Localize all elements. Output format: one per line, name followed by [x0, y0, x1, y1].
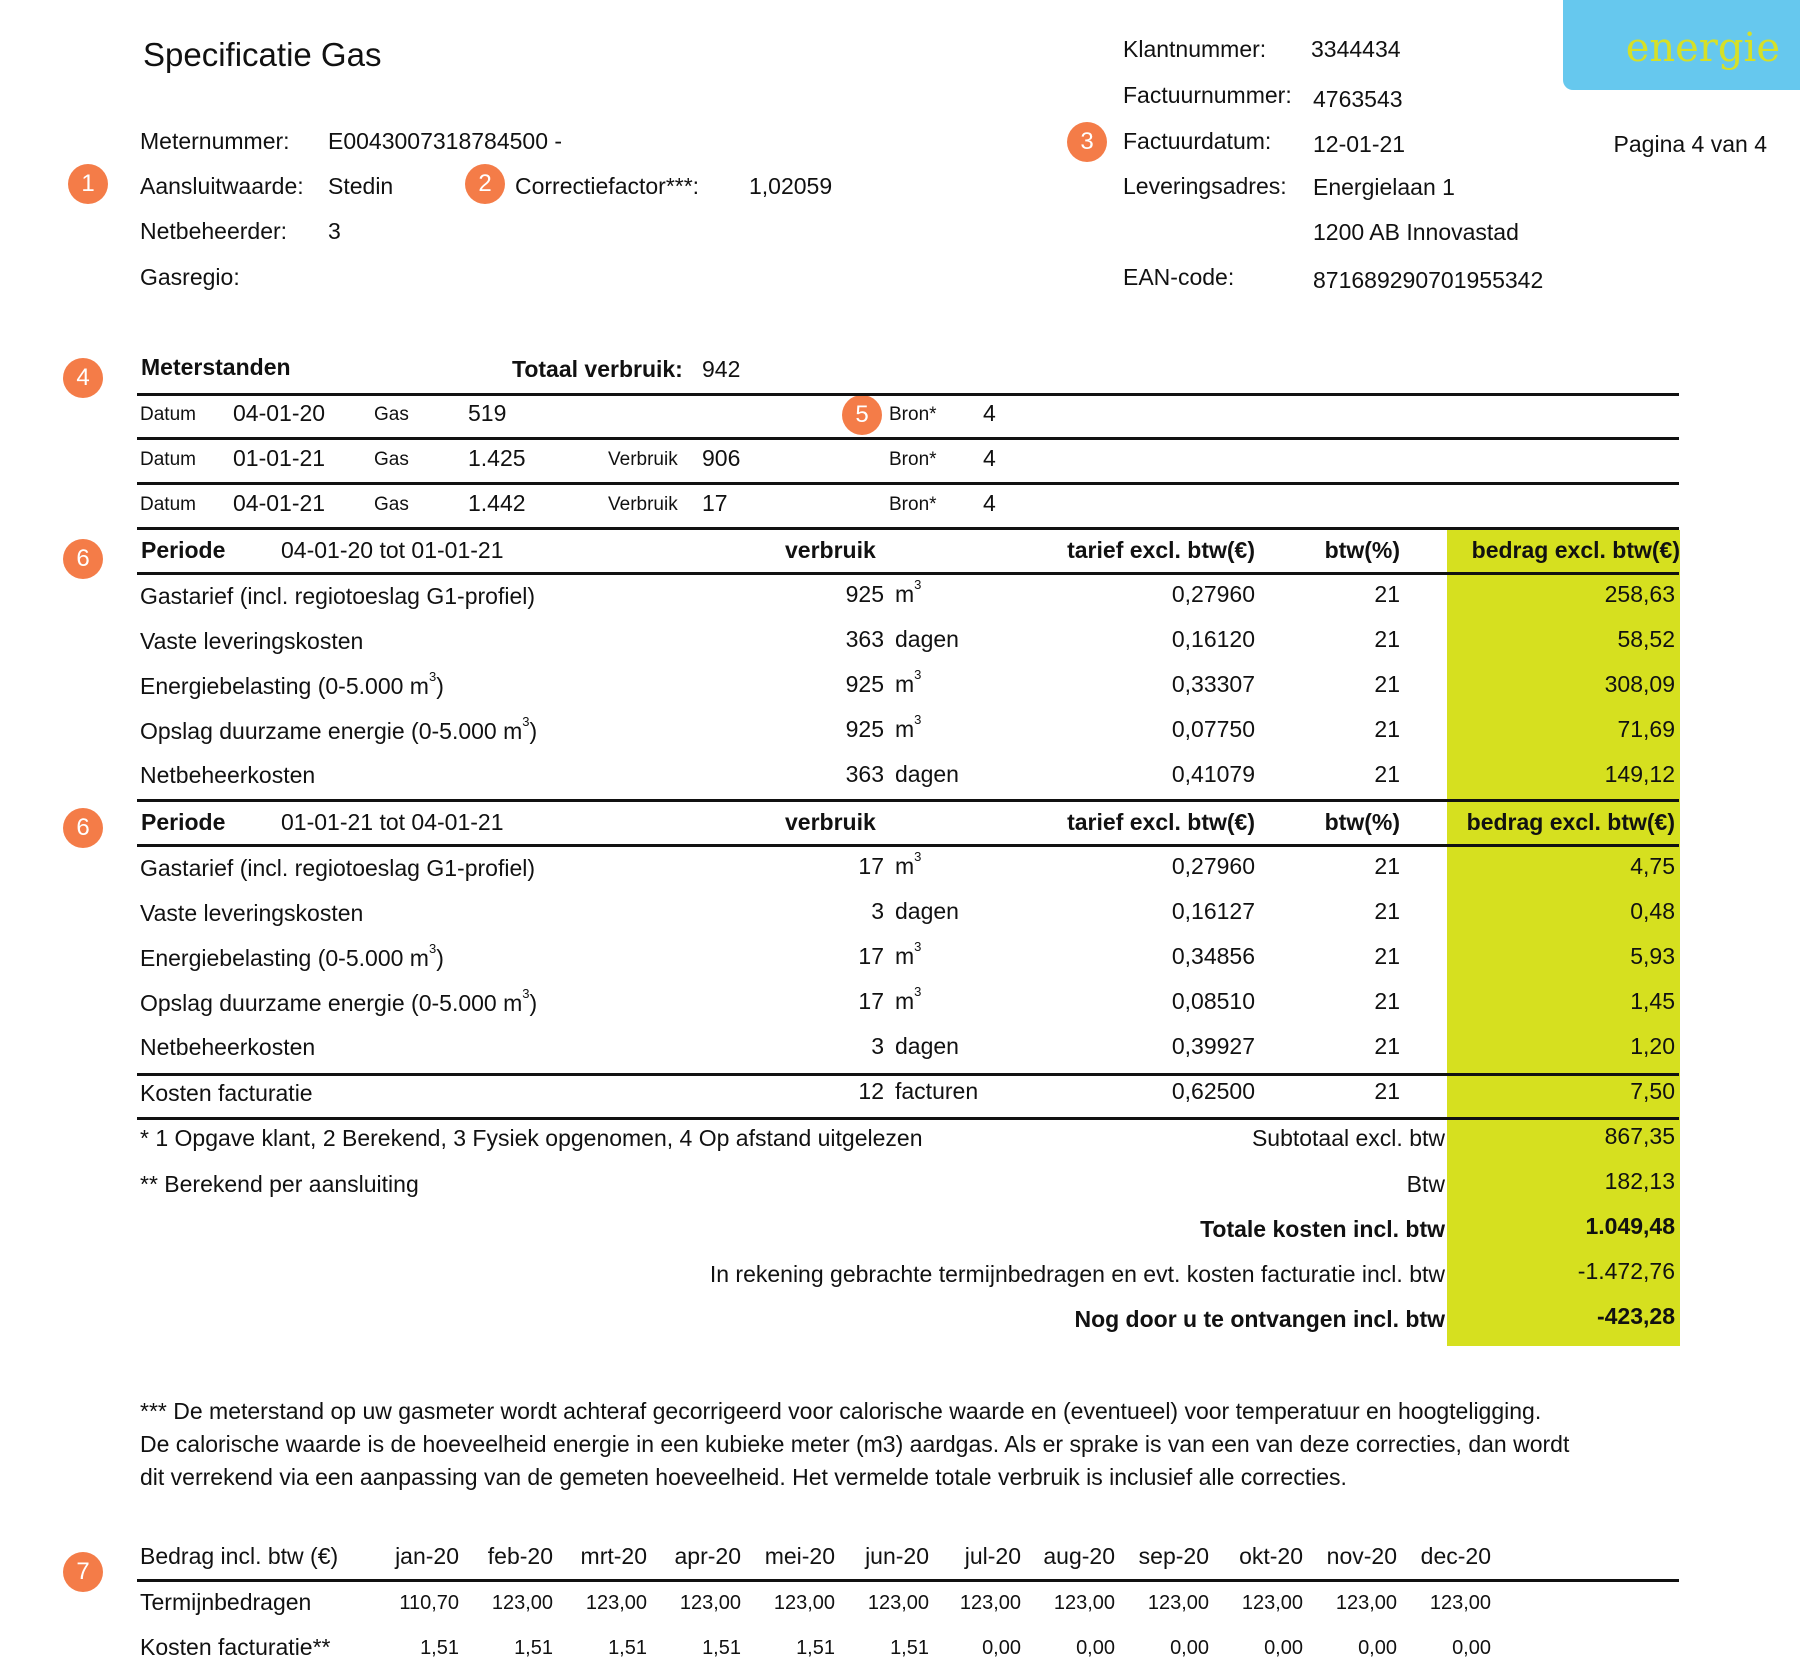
adres-line-2: 1200 AB Innovastad [1313, 219, 1519, 245]
month-header: jun-20 [865, 1543, 929, 1569]
line-item-tarief: 0,33307 [1171, 671, 1255, 697]
monthly-cell: 0,00 [982, 1637, 1021, 1659]
line-item-bedrag: 149,12 [1604, 761, 1675, 787]
bedrag-header: bedrag excl. btw(€) [1471, 537, 1680, 563]
ean-value: 871689290701955342 [1313, 267, 1544, 293]
line-item-desc: Vaste leveringskosten [140, 900, 364, 926]
period-header-divider [137, 844, 1679, 847]
bron-footnote: * 1 Opgave klant, 2 Berekend, 3 Fysiek opgenomen, 4 Op afstand uitgelezen [140, 1125, 923, 1151]
meterstand-verbruik: 906 [702, 445, 741, 471]
line-item-unit: dagen [895, 626, 959, 652]
aansluiting-footnote: ** Berekend per aansluiting [140, 1171, 419, 1197]
meterstand-gas: 1.425 [468, 445, 526, 471]
period-header-divider [137, 572, 1679, 575]
totaal-verbruik-value: 942 [702, 356, 741, 382]
desc-superscript: 3 [428, 941, 437, 956]
callout-badge-4: 4 [63, 358, 103, 398]
btw-total-value: 182,13 [1604, 1168, 1675, 1194]
ean-label: EAN-code: [1123, 264, 1235, 290]
monthly-cell: 1,51 [702, 1637, 741, 1659]
klantnummer-value: 3344434 [1311, 36, 1401, 62]
nog-te-ontvangen-label: Nog door u te ontvangen incl. btw [1074, 1306, 1445, 1332]
line-item-bedrag: 1,45 [1630, 988, 1675, 1014]
meterstand-bron: 4 [983, 400, 996, 426]
datum-label: Datum [140, 404, 196, 425]
line-item-qty: 17 [858, 988, 884, 1014]
facturatie-tarief: 0,62500 [1171, 1078, 1255, 1104]
line-item-tarief: 0,16127 [1171, 898, 1255, 924]
facturatie-divider [137, 1073, 1679, 1076]
meterstanden-divider [137, 482, 1679, 485]
line-item-btw: 21 [1374, 716, 1400, 742]
gas-label: Gas [374, 404, 409, 425]
monthly-cell: 123,00 [1053, 1592, 1115, 1614]
monthly-cell: 123,00 [1241, 1592, 1303, 1614]
desc-close: ) [436, 945, 444, 971]
meterstand-bron: 4 [983, 490, 996, 516]
month-header: jan-20 [395, 1543, 459, 1569]
termijnbedragen-label: In rekening gebrachte termijnbedragen en evt. kosten facturatie incl. btw [709, 1261, 1445, 1287]
meterstand-bron: 4 [983, 445, 996, 471]
meterstanden-divider [137, 437, 1679, 440]
line-item-tarief: 0,39927 [1171, 1033, 1255, 1059]
line-item-tarief: 0,27960 [1171, 853, 1255, 879]
line-item-unit: dagen [895, 898, 959, 924]
line-item-bedrag: 258,63 [1604, 581, 1675, 607]
gasregio-label: Gasregio: [140, 264, 240, 290]
line-item-bedrag: 308,09 [1604, 671, 1675, 697]
monthly-cell: 110,70 [399, 1592, 459, 1614]
monthly-cell: 1,51 [890, 1637, 929, 1659]
line-item-bedrag: 4,75 [1630, 853, 1675, 879]
page-number: Pagina 4 van 4 [1613, 131, 1767, 157]
verbruik-header: verbruik [785, 809, 876, 835]
line-item-tarief: 0,07750 [1171, 716, 1255, 742]
totale-kosten-value: 1.049,48 [1585, 1213, 1675, 1239]
klantnummer-label: Klantnummer: [1123, 36, 1267, 62]
unit-superscript: 3 [914, 984, 922, 999]
line-item-qty: 17 [858, 853, 884, 879]
btw-header: btw(%) [1324, 809, 1400, 835]
monthly-cell: 0,00 [1264, 1637, 1303, 1659]
line-item-qty: 363 [845, 761, 884, 787]
monthly-divider [137, 1579, 1679, 1582]
period-divider [137, 799, 1679, 802]
meterstand-datum: 04-01-21 [233, 490, 326, 516]
line-item-bedrag: 58,52 [1617, 626, 1675, 652]
factuurnummer-value: 4763543 [1313, 86, 1403, 112]
line-item-unit: dagen [895, 1033, 959, 1059]
aansluitwaarde-value: Stedin [328, 173, 394, 199]
facturatie-btw: 21 [1374, 1078, 1400, 1104]
verbruik-header: verbruik [785, 537, 876, 563]
callout-badge-6b: 6 [63, 808, 103, 848]
meterstand-verbruik: 17 [702, 490, 728, 516]
correctie-note-line: dit verrekend via een aanpassing van de gemeten hoeveelheid. Het vermelde totale verbruik is inclusief alle correcties. [140, 1464, 1347, 1490]
monthly-row-label: Kosten facturatie** [140, 1634, 331, 1660]
adres-line-1: Energielaan 1 [1313, 174, 1455, 200]
line-item-tarief: 0,27960 [1171, 581, 1255, 607]
periode-range: 01-01-21 tot 04-01-21 [281, 809, 504, 835]
period-divider [137, 527, 1679, 530]
line-item-unit: m [895, 671, 915, 697]
monthly-cell: 123,00 [1335, 1592, 1397, 1614]
line-item-desc: Energiebelasting (0-5.000 m [140, 673, 429, 699]
periode-label: Periode [141, 537, 226, 563]
line-item-desc: Gastarief (incl. regiotoeslag G1-profiel) [140, 583, 535, 609]
monthly-cell: 123,00 [959, 1592, 1021, 1614]
btw-total-label: Btw [1406, 1171, 1445, 1197]
callout-badge-7: 7 [63, 1552, 103, 1592]
meterstanden-divider-top [137, 393, 1679, 396]
line-item-btw: 21 [1374, 626, 1400, 652]
facturatie-qty: 12 [858, 1078, 884, 1104]
unit-superscript: 3 [914, 577, 922, 592]
line-item-bedrag: 71,69 [1617, 716, 1675, 742]
netbeheerder-label: Netbeheerder: [140, 218, 288, 244]
gas-label: Gas [374, 494, 409, 515]
line-item-qty: 17 [858, 943, 884, 969]
correctiefactor-label: Correctiefactor***: [515, 173, 700, 199]
subtotaal-value: 867,35 [1604, 1123, 1675, 1149]
line-item-desc: Netbeheerkosten [140, 762, 316, 788]
meternummer-value: E0043007318784500 - [328, 128, 563, 154]
page-title: Specificatie Gas [143, 36, 382, 73]
line-item-qty: 925 [845, 671, 884, 697]
line-item-unit: m [895, 853, 915, 879]
desc-superscript: 3 [522, 714, 530, 729]
leveringsadres-label: Leveringsadres: [1123, 173, 1287, 199]
month-header: apr-20 [674, 1543, 741, 1569]
line-item-unit: m [895, 988, 915, 1014]
meterstand-datum: 04-01-20 [233, 400, 326, 426]
line-item-desc: Opslag duurzame energie (0-5.000 m [140, 990, 523, 1016]
bron-label: Bron* [889, 449, 937, 470]
line-item-tarief: 0,16120 [1171, 626, 1255, 652]
line-item-desc: Netbeheerkosten [140, 1034, 316, 1060]
line-item-btw: 21 [1374, 1033, 1400, 1059]
datum-label: Datum [140, 449, 196, 470]
netbeheerder-value: 3 [328, 218, 341, 244]
periode-label: Periode [141, 809, 226, 835]
monthly-cell: 123,00 [679, 1592, 741, 1614]
monthly-cell: 1,51 [796, 1637, 835, 1659]
desc-superscript: 3 [428, 669, 437, 684]
callout-badge-6a: 6 [63, 539, 103, 579]
meterstand-datum: 01-01-21 [233, 445, 326, 471]
monthly-cell: 0,00 [1452, 1637, 1491, 1659]
line-item-desc: Vaste leveringskosten [140, 628, 364, 654]
factuurnummer-label: Factuurnummer: [1123, 82, 1292, 108]
termijnbedragen-value: -1.472,76 [1577, 1258, 1675, 1284]
line-item-btw: 21 [1374, 761, 1400, 787]
month-header: okt-20 [1239, 1543, 1303, 1569]
line-item-bedrag: 0,48 [1630, 898, 1675, 924]
facturatie-desc: Kosten facturatie [140, 1080, 313, 1106]
facturatie-unit: facturen [895, 1078, 979, 1104]
month-header: aug-20 [1043, 1543, 1115, 1569]
meterstanden-title: Meterstanden [141, 354, 291, 380]
monthly-cell: 0,00 [1358, 1637, 1397, 1659]
monthly-cell: 0,00 [1170, 1637, 1209, 1659]
tarief-header: tarief excl. btw(€) [1067, 809, 1255, 835]
bron-label: Bron* [889, 494, 937, 515]
periode-range: 04-01-20 tot 01-01-21 [281, 537, 504, 563]
desc-close: ) [529, 990, 538, 1016]
monthly-cell: 1,51 [420, 1637, 459, 1659]
line-item-unit: m [895, 581, 915, 607]
verbruik-label: Verbruik [608, 494, 678, 515]
monthly-cell: 1,51 [514, 1637, 553, 1659]
callout-badge-1: 1 [68, 164, 108, 204]
unit-superscript: 3 [914, 712, 922, 727]
monthly-header-label: Bedrag incl. btw (€) [140, 1543, 339, 1569]
gas-label: Gas [374, 449, 409, 470]
bron-label: Bron* [889, 404, 937, 425]
line-item-tarief: 0,34856 [1171, 943, 1255, 969]
line-item-btw: 21 [1374, 898, 1400, 924]
callout-badge-3: 3 [1067, 122, 1107, 162]
meterstand-gas: 519 [468, 400, 507, 426]
line-item-tarief: 0,08510 [1171, 988, 1255, 1014]
month-header: mei-20 [764, 1543, 835, 1569]
desc-close: ) [529, 718, 538, 744]
nog-te-ontvangen-value: -423,28 [1596, 1303, 1675, 1329]
tarief-header: tarief excl. btw(€) [1067, 537, 1255, 563]
bedrag-header: bedrag excl. btw(€) [1466, 809, 1675, 835]
line-item-btw: 21 [1374, 671, 1400, 697]
monthly-cell: 123,00 [867, 1592, 929, 1614]
monthly-cell: 123,00 [1429, 1592, 1491, 1614]
line-item-btw: 21 [1374, 988, 1400, 1014]
line-item-tarief: 0,41079 [1171, 761, 1255, 787]
line-item-qty: 925 [845, 581, 884, 607]
month-header: jul-20 [964, 1543, 1021, 1569]
facturatie-bedrag: 7,50 [1630, 1078, 1675, 1104]
month-header: dec-20 [1420, 1543, 1491, 1569]
totale-kosten-label: Totale kosten incl. btw [1200, 1216, 1445, 1242]
monthly-cell: 123,00 [491, 1592, 553, 1614]
unit-superscript: 3 [914, 939, 922, 954]
line-item-unit: m [895, 943, 915, 969]
verbruik-label: Verbruik [608, 449, 678, 470]
totaal-verbruik-label: Totaal verbruik: [512, 356, 683, 382]
aansluitwaarde-label: Aansluitwaarde: [140, 173, 304, 199]
brand-logo [1563, 0, 1800, 90]
monthly-cell: 123,00 [1147, 1592, 1209, 1614]
btw-header: btw(%) [1324, 537, 1400, 563]
line-item-qty: 925 [845, 716, 884, 742]
monthly-cell: 0,00 [1076, 1637, 1115, 1659]
month-header: mrt-20 [580, 1543, 647, 1569]
monthly-cell: 123,00 [773, 1592, 835, 1614]
monthly-cell: 123,00 [585, 1592, 647, 1614]
correctie-note-line: *** De meterstand op uw gasmeter wordt achteraf gecorrigeerd voor calorische waarde en (eventueel) voor temperatuur en hoogteligging. [140, 1398, 1542, 1424]
line-item-qty: 363 [845, 626, 884, 652]
meterstand-gas: 1.442 [468, 490, 526, 516]
line-item-btw: 21 [1374, 853, 1400, 879]
desc-close: ) [436, 673, 444, 699]
subtotaal-label: Subtotaal excl. btw [1251, 1125, 1445, 1151]
line-item-qty: 3 [871, 898, 884, 924]
line-item-bedrag: 1,20 [1630, 1033, 1675, 1059]
line-item-desc: Gastarief (incl. regiotoeslag G1-profiel) [140, 855, 535, 881]
factuurdatum-value: 12-01-21 [1313, 131, 1406, 157]
line-item-desc: Energiebelasting (0-5.000 m [140, 945, 429, 971]
month-header: sep-20 [1138, 1543, 1209, 1569]
meternummer-label: Meternummer: [140, 128, 290, 154]
desc-superscript: 3 [522, 986, 530, 1001]
callout-badge-5: 5 [842, 395, 882, 435]
line-item-unit: m [895, 716, 915, 742]
unit-superscript: 3 [914, 849, 922, 864]
datum-label: Datum [140, 494, 196, 515]
factuurdatum-label: Factuurdatum: [1123, 128, 1272, 154]
monthly-row-label: Termijnbedragen [140, 1589, 312, 1615]
callout-badge-2: 2 [465, 164, 505, 204]
correctie-note-line: De calorische waarde is de hoeveelheid energie in een kubieke meter (m3) aardgas. Als er sprake is van een van deze correcties, dan wordt [140, 1431, 1570, 1457]
month-header: feb-20 [487, 1543, 553, 1569]
line-item-bedrag: 5,93 [1630, 943, 1675, 969]
month-header: nov-20 [1326, 1543, 1397, 1569]
unit-superscript: 3 [914, 667, 922, 682]
correctiefactor-value: 1,02059 [749, 173, 833, 199]
brand-logo-text: energie [1625, 25, 1780, 71]
line-item-qty: 3 [871, 1033, 884, 1059]
totals-divider [137, 1117, 1679, 1120]
line-item-unit: dagen [895, 761, 959, 787]
line-item-btw: 21 [1374, 943, 1400, 969]
monthly-cell: 1,51 [608, 1637, 647, 1659]
line-item-btw: 21 [1374, 581, 1400, 607]
line-item-desc: Opslag duurzame energie (0-5.000 m [140, 718, 523, 744]
